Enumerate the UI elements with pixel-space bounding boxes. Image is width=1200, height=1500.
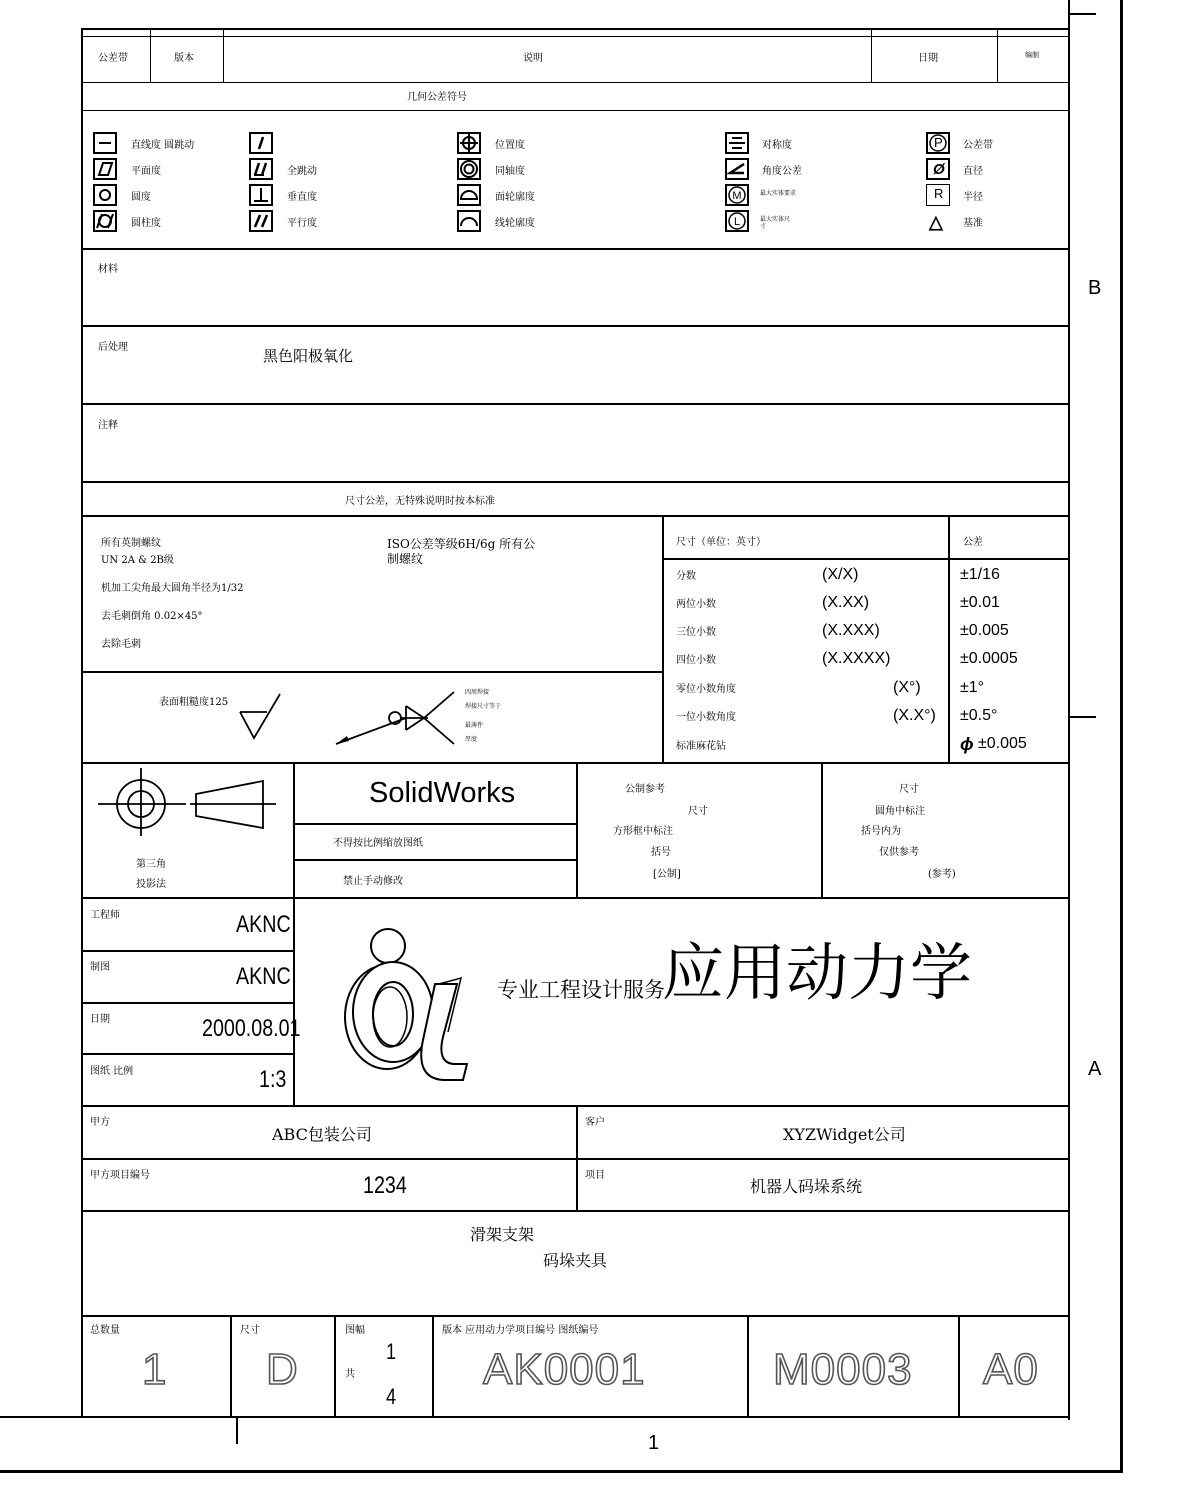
drawn-label: 制图 <box>90 962 110 973</box>
weld-note-2: 焊接尺寸等于 <box>465 703 502 710</box>
gdt-label-datum: 基准 <box>963 218 983 229</box>
sheet-label: 图幅 <box>345 1325 365 1336</box>
qty-value: 1 <box>142 1345 168 1394</box>
symmetry-icon <box>725 132 749 154</box>
svg-text:M: M <box>732 190 742 202</box>
dim-ref-l2: 圆角中标注 <box>875 806 925 817</box>
mmc-icon <box>725 184 749 206</box>
position-icon <box>457 132 481 154</box>
client-label: 客户 <box>585 1117 605 1128</box>
date-label: 日期 <box>90 1014 110 1025</box>
date-value: 2000.08.01 <box>202 1015 301 1042</box>
gdt-title: 几何公差符号 <box>407 92 467 103</box>
no-edit-note: 禁止手动修改 <box>343 876 403 887</box>
weld-note-3: 最薄件 <box>465 722 484 729</box>
sheets-value: 4 <box>386 1384 397 1409</box>
gdt-label-total-runout: 全跳动 <box>287 166 317 177</box>
surface-finish-icon <box>238 692 288 744</box>
metric-ref-title: 公制参考 <box>625 784 665 795</box>
weld-note-1: 四周焊接 <box>465 689 490 696</box>
gdt-label-radius: 半径 <box>963 192 983 203</box>
parallelism-icon <box>249 210 273 232</box>
drawing-title-line2: 码垛夹具 <box>543 1251 608 1270</box>
metric-ref-l3: 括号 <box>651 847 671 858</box>
zone-label-a: A <box>1088 1058 1102 1080</box>
dim-ref-l3: 括号内为 <box>861 826 901 837</box>
gdt-label-symmetry: 对称度 <box>762 140 792 151</box>
drawing-number-label: 版本 应用动力学项目编号 图纸编号 <box>442 1325 599 1336</box>
gdt-label-perpendicularity: 垂直度 <box>287 192 317 203</box>
circular-runout-icon <box>249 132 273 154</box>
gdt-label-profile-line: 线轮廓度 <box>495 218 535 229</box>
drawing-title-line1: 滑架支架 <box>470 1225 535 1244</box>
gdt-label-parallelism: 平行度 <box>287 218 317 229</box>
scale-value: 1:3 <box>259 1066 287 1093</box>
profile-surface-icon <box>457 184 481 206</box>
weld-symbol-icon <box>334 686 464 748</box>
radius-icon: R <box>926 184 950 206</box>
tolerance-header: 尺寸公差，无特殊说明时按本标准 <box>345 496 495 507</box>
note-thread-inch-1: 所有英制螺纹 <box>101 538 161 549</box>
party-a-label: 甲方 <box>90 1117 110 1128</box>
revision-header-zone: 公差带 <box>98 53 128 64</box>
project-value: 机器人码垛系统 <box>750 1177 863 1196</box>
revision-header-approved: 编制 <box>1025 51 1039 59</box>
total-runout-icon <box>249 158 273 180</box>
company-name: 应用动力学 <box>662 936 973 1009</box>
gdt-label-angularity: 角度公差 <box>762 166 802 177</box>
notes-label: 注释 <box>98 420 118 431</box>
tol-table-header-tol: 公差 <box>963 537 983 548</box>
dim-ref-l1: 尺寸 <box>899 784 919 795</box>
engineer-label: 工程师 <box>90 910 120 921</box>
alpha-logo-icon <box>335 922 475 1082</box>
datum-icon: △ <box>929 212 943 232</box>
note-machining: 机加工尖角最大圆角半径为1/32 <box>101 583 244 594</box>
no-scale-note: 不得按比例缩放图纸 <box>333 838 423 849</box>
dim-ref-l4: 仅供参考 <box>879 847 919 858</box>
gdt-label-mmc: 最大实体要求 <box>760 190 797 197</box>
gdt-label-position: 位置度 <box>495 140 525 151</box>
gdt-label-cylindricity: 圆柱度 <box>131 218 161 229</box>
svg-text:L: L <box>733 216 741 228</box>
note-deburr-chamfer: 去毛刺倒角 0.02×45° <box>101 611 203 622</box>
drawing-number-value: M0003 <box>773 1345 913 1394</box>
tol-table-header-dim: 尺寸（单位：英寸） <box>676 537 766 548</box>
concentricity-icon <box>457 158 481 180</box>
project-number-value: AK0001 <box>483 1345 646 1394</box>
zone-label-b: B <box>1088 277 1102 299</box>
diameter-icon: Ø <box>926 158 950 180</box>
gdt-label-lmc: 最大实体尺寸 <box>760 216 791 230</box>
note-thread-iso-1: ISO公差等级6H/6g 所有公 <box>387 537 536 551</box>
gdt-label-flatness: 平面度 <box>131 166 161 177</box>
sheet-value: 1 <box>386 1339 397 1364</box>
software-name: SolidWorks <box>369 777 516 809</box>
revision-value: A0 <box>983 1345 1039 1394</box>
gdt-label-straightness: 直线度 圆跳动 <box>131 140 195 151</box>
gdt-label-profile-surface: 面轮廓度 <box>495 192 535 203</box>
projected-tolerance-icon: P <box>926 132 950 154</box>
zone-label-1: 1 <box>648 1432 660 1454</box>
third-angle-projection-icon <box>98 768 288 838</box>
scale-label: 图纸 比例 <box>90 1066 134 1077</box>
project-no-label: 甲方项目编号 <box>90 1170 150 1181</box>
project-label: 项目 <box>585 1170 605 1181</box>
cylindricity-icon <box>93 210 117 232</box>
qty-label: 总数量 <box>90 1325 120 1336</box>
perpendicularity-icon <box>249 184 273 206</box>
note-thread-iso-2: 制螺纹 <box>387 552 424 566</box>
revision-header-rev: 版本 <box>174 53 194 64</box>
gdt-label-circularity: 圆度 <box>131 192 151 203</box>
revision-header-description: 说明 <box>523 53 543 64</box>
size-value: D <box>266 1345 299 1394</box>
projection-line1: 第三角 <box>136 859 166 870</box>
note-roughness: 表面粗糙度125 <box>159 697 229 708</box>
project-no-value: 1234 <box>363 1172 407 1199</box>
gdt-label-concentricity: 同轴度 <box>495 166 525 177</box>
lmc-icon <box>725 210 749 232</box>
profile-line-icon <box>457 210 481 232</box>
metric-ref-l2: 方形框中标注 <box>613 826 673 837</box>
of-label: 共 <box>345 1369 355 1380</box>
weld-note-4: 厚度 <box>465 736 478 743</box>
party-a-value: ABC包装公司 <box>272 1125 372 1144</box>
company-tagline: 专业工程设计服务 <box>497 978 665 1002</box>
gdt-label-projected: 公差带 <box>963 140 993 151</box>
projection-line2: 投影法 <box>136 879 166 890</box>
client-value: XYZWidget公司 <box>783 1125 906 1144</box>
angularity-icon <box>725 158 749 180</box>
note-thread-inch-2: UN 2A & 2B级 <box>101 555 174 566</box>
finish-value: 黑色阳极氧化 <box>263 347 354 365</box>
finish-label: 后处理 <box>98 342 128 353</box>
straightness-icon <box>93 132 117 154</box>
circularity-icon <box>93 184 117 206</box>
revision-header-date: 日期 <box>918 53 938 64</box>
flatness-icon <box>93 158 117 180</box>
engineer-value: AKNC <box>236 911 291 938</box>
metric-ref-l1: 尺寸 <box>688 806 708 817</box>
gdt-label-diameter: 直径 <box>963 166 983 177</box>
metric-ref-l4: [公制] <box>653 869 681 880</box>
size-label: 尺寸 <box>240 1325 260 1336</box>
drill-diameter-icon: ϕ <box>960 734 974 754</box>
drawn-value: AKNC <box>236 963 291 990</box>
dim-ref-l5: (参考) <box>928 869 956 880</box>
note-deburr: 去除毛刺 <box>101 639 141 650</box>
material-label: 材料 <box>98 264 118 275</box>
